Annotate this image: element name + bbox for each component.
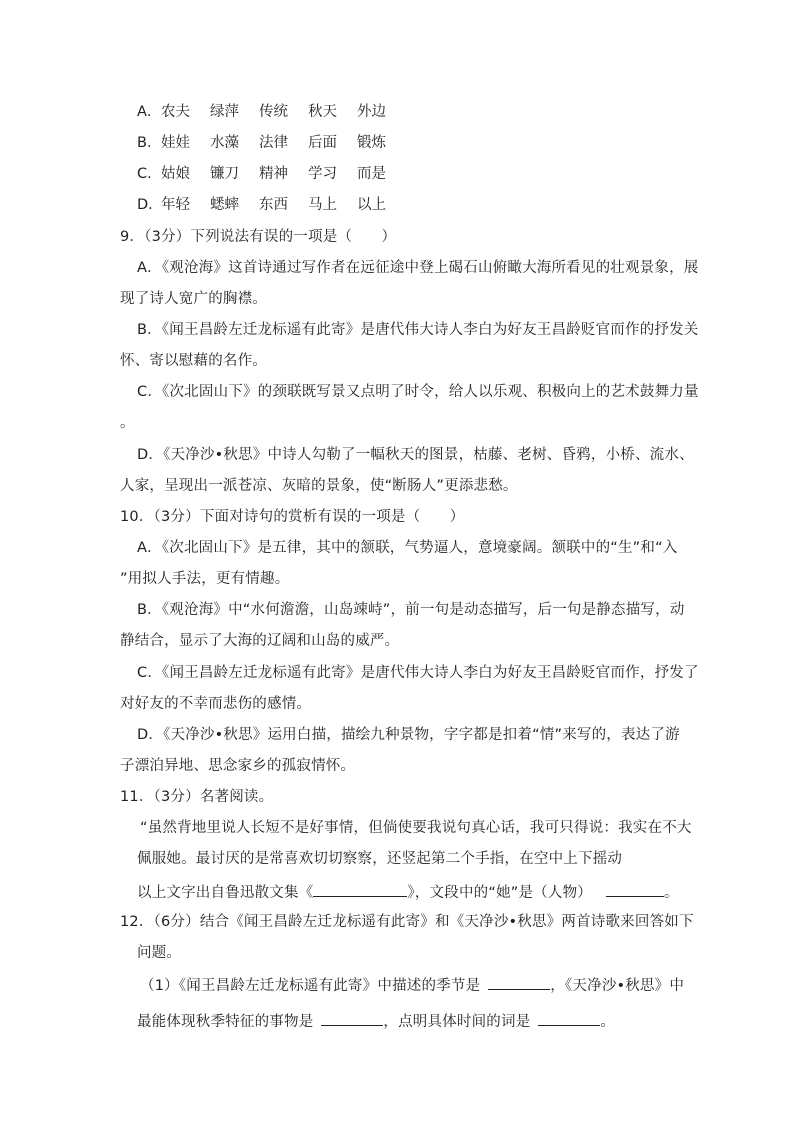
q9-option-c-line1: C．《次北固山下》的颈联既写景又点明了时令，给人以乐观、积极向上的艺术鼓舞力量	[137, 384, 699, 400]
option-word: 而是	[357, 166, 386, 182]
option-word: 精神	[259, 166, 288, 182]
q11-source-text-b: 》，文段中的“她”是（人物）	[407, 885, 592, 901]
q12-sub1-text-e: 。	[600, 1014, 616, 1030]
option-word: 学习	[308, 166, 337, 182]
option-word: 镰刀	[210, 166, 239, 182]
option-word: 秋天	[308, 104, 337, 120]
q10-option-b-line1: B．《观沧海》中“水何澹澹，山岛竦峙”，前一句是动态描写，后一句是静态描写，动	[137, 602, 685, 618]
q10-option-c-line2: 对好友的不幸而悲伤的感情。	[120, 696, 312, 712]
q10-option-d-line2: 子漂泊异地、思念家乡的孤寂情怀。	[120, 758, 356, 774]
q10-option-d-line1: D．《天净沙•秋思》运用白描，描绘九种景物，字字都是扣着“情”来写的，表达了游	[137, 727, 680, 743]
q11-source-text-a: 以上文字出自鲁迅散文集《	[137, 885, 314, 901]
option-word: 姑娘	[161, 166, 190, 182]
option-word: 年轻	[161, 197, 190, 213]
q11-stem: 11．（3分）名著阅读。	[120, 789, 274, 805]
option-word: 娃娃	[161, 135, 190, 151]
q9-option-d-line2: 人家，呈现出一派苍凉、灰暗的景象，使“断肠人”更添悲愁。	[120, 478, 518, 494]
q12-sub1-text-a: （1）《闻王昌龄左迁龙标遥有此寄》中描述的季节是	[140, 978, 481, 994]
q12-sub1-text-b: ，《天净沙•秋思》中	[550, 978, 685, 994]
option-label: C．	[137, 166, 162, 182]
option-label: B．	[137, 135, 162, 151]
q12-stem-line1: 12．（6分）结合《闻王昌龄左迁龙标遥有此寄》和《天净沙•秋思》两首诗歌来回答如下	[120, 914, 694, 930]
q9-option-d-line1: D．《天净沙•秋思》中诗人勾勒了一幅秋天的图景，枯藤、老树、昏鸦，小桥、流水、	[137, 447, 694, 463]
autumn-object-answer-blank[interactable]	[321, 1010, 383, 1026]
option-word: 后面	[308, 135, 337, 151]
q9-option-b-line1: B．《闻王昌龄左迁龙标遥有此寄》是唐代伟大诗人李白为好友王昌龄贬官而作的抒发关	[137, 322, 699, 338]
option-word: 绿萍	[210, 104, 239, 120]
option-label: D．	[137, 197, 163, 213]
person-answer-blank[interactable]	[606, 881, 664, 897]
option-word: 马上	[308, 197, 337, 213]
option-word: 蟋蟀	[210, 197, 239, 213]
q11-source-text-c: 。	[663, 885, 679, 901]
q11-quote-line2: 佩服她。最讨厌的是常喜欢切切察察，还竖起第二个手指，在空中上下摇动	[137, 851, 623, 867]
option-word: 法律	[259, 135, 288, 151]
q10-option-c-line1: C．《闻王昌龄左迁龙标遥有此寄》是唐代伟大诗人李白为好友王昌龄贬官而作，抒发了	[137, 665, 699, 681]
q9-option-c-line2: 。	[120, 415, 135, 431]
option-word: 水藻	[210, 135, 239, 151]
q9-option-a-line1: A．《观沧海》这首诗通过写作者在远征途中登上碣石山俯瞰大海所看见的壮观景象，展	[137, 260, 699, 276]
q9-option-b-line2: 怀、寄以慰藉的名作。	[120, 353, 267, 369]
season-answer-blank[interactable]	[488, 974, 550, 990]
time-word-answer-blank[interactable]	[538, 1010, 600, 1026]
option-word: 东西	[259, 197, 288, 213]
q12-stem-line2: 问题。	[137, 945, 182, 961]
q12-sub1-text-d: ，点明具体时间的词是	[383, 1014, 531, 1030]
q9-stem: 9．（3分）下列说法有误的一项是（ ）	[120, 229, 397, 245]
option-word: 以上	[357, 197, 386, 213]
q10-option-a-line2: ”用拟人手法，更有情趣。	[120, 571, 290, 587]
q12-sub1-line2	[137, 1010, 615, 1032]
q9-option-a-line2: 现了诗人宽广的胸襟。	[120, 291, 267, 307]
option-word: 外边	[357, 104, 386, 120]
q10-option-a-line1: A．《次北固山下》是五律，其中的颔联，气势逼人，意境豪阔。颔联中的“生”和“入	[137, 540, 678, 556]
q10-stem: 10．（3分）下面对诗句的赏析有误的一项是（ ）	[120, 509, 465, 525]
q11-source-line	[137, 881, 679, 903]
option-word: 传统	[259, 104, 288, 120]
q12-sub1-line1	[140, 974, 684, 996]
collection-answer-blank[interactable]	[313, 881, 407, 897]
q10-option-b-line2: 静结合，显示了大海的辽阔和山岛的威严。	[120, 633, 400, 649]
q11-quote-line1: “虽然背地里说人长短不是好事情，但倘使要我说句真心话，我可只得说：我实在不大	[140, 820, 692, 836]
option-word: 锻炼	[357, 135, 386, 151]
option-word: 农夫	[161, 104, 190, 120]
option-label: A．	[137, 104, 162, 120]
q12-sub1-text-c: 最能体现秋季特征的事物是	[137, 1014, 314, 1030]
